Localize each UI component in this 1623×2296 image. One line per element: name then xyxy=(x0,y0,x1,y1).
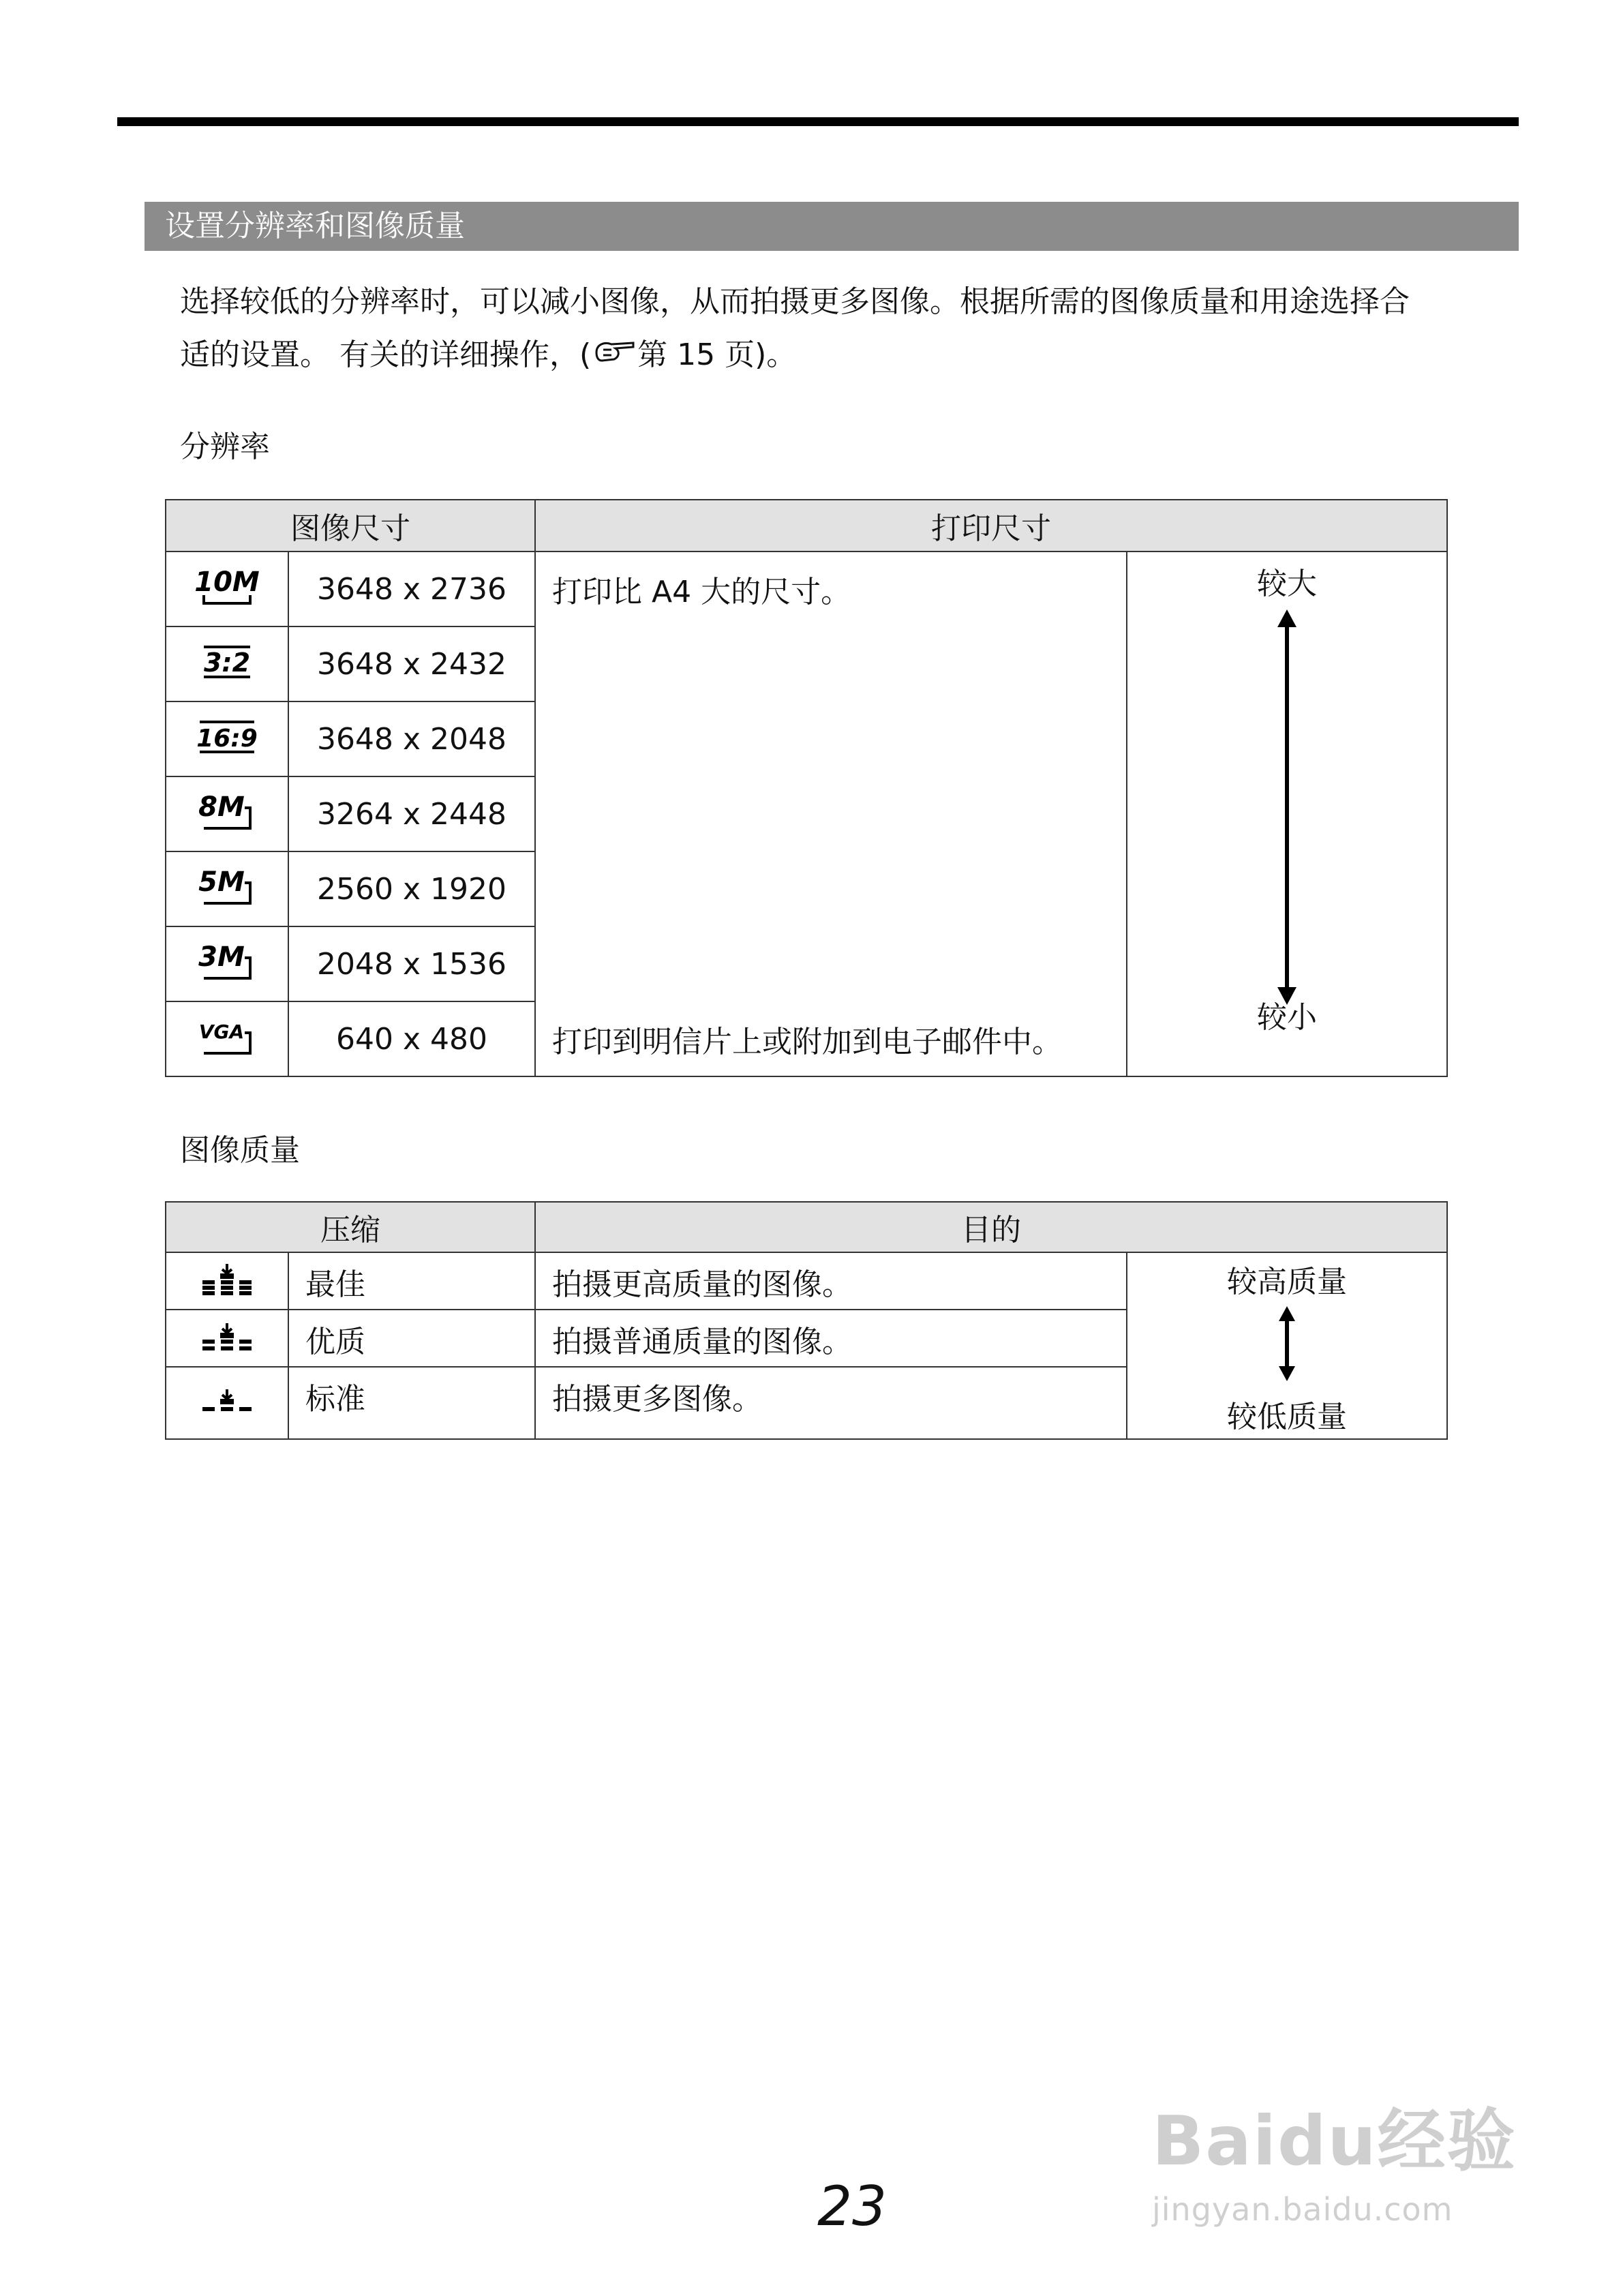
section-title: 设置分辨率和图像质量 xyxy=(145,202,1519,251)
quality-table xyxy=(165,1201,1448,1440)
size-scale xyxy=(1127,552,1447,1076)
scale-larger-label: 较大 xyxy=(1257,567,1317,601)
quality-heading: 图像质量 xyxy=(180,1133,300,1168)
print-size-description xyxy=(535,552,1127,1076)
res-size: 3264 x 2448 xyxy=(288,776,535,851)
resolution-table xyxy=(165,499,1448,1077)
svg-text:10M: 10M xyxy=(194,567,260,598)
quality-normal-icon xyxy=(166,1367,288,1439)
print-small-text: 打印到明信片上或附加到电子邮件中。 xyxy=(552,1025,1062,1059)
res-icon-8m xyxy=(166,776,288,851)
top-rule xyxy=(117,117,1519,126)
quality-name: 最佳 xyxy=(288,1252,535,1310)
res-icon-16-9 xyxy=(166,701,288,776)
page-number: 23 xyxy=(817,2175,887,2238)
reference-hand-icon xyxy=(592,330,636,383)
quality-best-icon xyxy=(166,1252,288,1310)
res-icon-5m xyxy=(166,851,288,926)
scale-higher-label: 较高质量 xyxy=(1227,1265,1347,1299)
quality-purpose: 拍摄更多图像。 xyxy=(535,1367,1127,1439)
double-arrow-icon xyxy=(1277,1306,1296,1381)
quality-purpose: 拍摄更高质量的图像。 xyxy=(535,1252,1127,1310)
res-size: 3648 x 2432 xyxy=(288,626,535,701)
resolution-heading: 分辨率 xyxy=(180,429,270,464)
watermark-logo: Baidu经验 xyxy=(1152,2101,1517,2181)
col-print-size: 打印尺寸 xyxy=(535,500,1447,552)
svg-text:3:2: 3:2 xyxy=(203,648,251,678)
res-icon-3m xyxy=(166,926,288,1001)
quality-purpose: 拍摄普通质量的图像。 xyxy=(535,1310,1127,1367)
col-compression: 压缩 xyxy=(166,1202,535,1252)
svg-text:16:9: 16:9 xyxy=(196,725,258,753)
watermark-url: jingyan.baidu.com xyxy=(1152,2191,1453,2228)
svg-text:VGA: VGA xyxy=(198,1021,245,1043)
print-large-text: 打印比 A4 大的尺寸。 xyxy=(552,575,851,609)
res-icon-3-2 xyxy=(166,626,288,701)
col-image-size: 图像尺寸 xyxy=(166,500,535,552)
scale-lower-label: 较低质量 xyxy=(1227,1400,1347,1434)
intro-line-2b: 第 15 页)。 xyxy=(637,337,797,372)
col-purpose: 目的 xyxy=(535,1202,1447,1252)
intro-line-2a: 适的设置。 有关的详细操作，( xyxy=(180,337,592,372)
res-size: 640 x 480 xyxy=(288,1001,535,1076)
res-size: 2560 x 1920 xyxy=(288,851,535,926)
svg-text:3M: 3M xyxy=(198,941,245,973)
res-icon-10m xyxy=(166,552,288,626)
quality-scale xyxy=(1127,1252,1447,1439)
svg-text:5M: 5M xyxy=(198,866,245,898)
intro-line-1: 选择较低的分辨率时，可以减小图像，从而拍摄更多图像。根据所需的图像质量和用途选择合 xyxy=(180,284,1410,319)
res-size: 3648 x 2048 xyxy=(288,701,535,776)
intro-paragraph xyxy=(180,275,1523,383)
quality-fine-icon xyxy=(166,1310,288,1367)
res-icon-vga xyxy=(166,1001,288,1076)
svg-text:8M: 8M xyxy=(198,791,245,823)
quality-name: 标准 xyxy=(288,1367,535,1439)
baidu-watermark xyxy=(1152,2086,1517,2228)
scale-smaller-label: 较小 xyxy=(1257,1000,1317,1035)
quality-name: 优质 xyxy=(288,1310,535,1367)
double-arrow-icon xyxy=(1276,609,1298,1005)
res-size: 3648 x 2736 xyxy=(288,552,535,626)
res-size: 2048 x 1536 xyxy=(288,926,535,1001)
